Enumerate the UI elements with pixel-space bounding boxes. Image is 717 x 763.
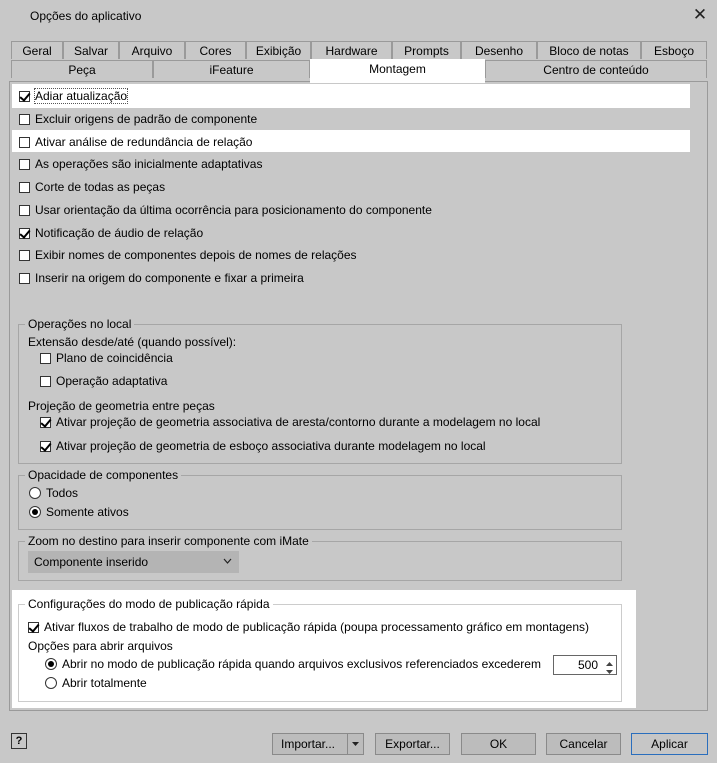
spin-down-icon[interactable] bbox=[604, 665, 615, 679]
group-title: Opacidade de componentes bbox=[25, 468, 181, 482]
option-projecao-aresta[interactable] bbox=[40, 413, 540, 431]
tab-bloco-de-notas[interactable]: Bloco de notas bbox=[537, 41, 641, 59]
help-icon[interactable]: ? bbox=[11, 733, 27, 749]
cancel-button[interactable]: Cancelar bbox=[546, 733, 621, 755]
option-label: Somente ativos bbox=[46, 505, 129, 519]
option-operacoes-adaptativas[interactable] bbox=[19, 155, 262, 173]
threshold-stepper[interactable] bbox=[553, 655, 617, 675]
option-label: Corte de todas as peças bbox=[35, 180, 166, 194]
tab-montagem[interactable]: Montagem bbox=[310, 59, 485, 83]
projection-label: Projeção de geometria entre peças bbox=[28, 399, 215, 413]
chevron-down-icon[interactable] bbox=[347, 734, 363, 754]
radio-todos[interactable] bbox=[29, 484, 78, 502]
radio-abrir-publicacao-rapida[interactable] bbox=[45, 655, 541, 673]
checkbox[interactable] bbox=[40, 441, 51, 452]
close-icon[interactable]: ✕ bbox=[692, 5, 708, 24]
checkbox[interactable] bbox=[28, 622, 39, 633]
dropdown-value: Componente inserido bbox=[34, 555, 149, 569]
ok-button[interactable]: OK bbox=[461, 733, 536, 755]
option-label: Ativar projeção de geometria associativa de aresta/contorno durante a modelagem no local bbox=[56, 415, 541, 429]
option-projecao-esboco[interactable] bbox=[40, 437, 486, 455]
tab-row-2 bbox=[11, 60, 707, 79]
export-button[interactable]: Exportar... bbox=[375, 733, 450, 755]
option-label: As operações são inicialmente adaptativas bbox=[35, 157, 263, 171]
option-exibir-nomes[interactable] bbox=[19, 246, 357, 264]
option-label: Operação adaptativa bbox=[56, 374, 168, 388]
tab-row-1 bbox=[11, 41, 707, 60]
option-label: Adiar atualização bbox=[35, 89, 128, 103]
apply-button[interactable]: Aplicar bbox=[631, 733, 708, 755]
checkbox[interactable] bbox=[40, 417, 51, 428]
chevron-down-icon bbox=[223, 555, 232, 570]
radio-somente-ativos[interactable] bbox=[29, 503, 129, 521]
option-label: Exibir nomes de componentes depois de nomes de relações bbox=[35, 248, 357, 262]
tab-exibicao[interactable]: Exibição bbox=[246, 41, 311, 59]
option-notificacao-audio[interactable] bbox=[19, 224, 203, 242]
radio[interactable] bbox=[29, 487, 41, 499]
extent-label: Extensão desde/até (quando possível): bbox=[28, 335, 237, 349]
option-label: Ativar análise de redundância de relação bbox=[35, 135, 253, 149]
import-label: Importar... bbox=[281, 737, 336, 751]
checkbox[interactable] bbox=[19, 205, 30, 216]
checkbox[interactable] bbox=[19, 273, 30, 284]
checkbox[interactable] bbox=[19, 91, 30, 102]
zoom-dropdown[interactable] bbox=[28, 551, 239, 573]
option-label: Excluir origens de padrão de componente bbox=[35, 112, 258, 126]
option-plano-coincidencia[interactable] bbox=[40, 349, 173, 367]
group-title: Operações no local bbox=[25, 317, 134, 331]
option-orientacao-ultima[interactable] bbox=[19, 201, 432, 219]
option-analise-redundancia[interactable] bbox=[19, 133, 252, 151]
checkbox[interactable] bbox=[40, 353, 51, 364]
option-excluir-origens[interactable] bbox=[19, 110, 257, 128]
option-label: Todos bbox=[46, 486, 79, 500]
radio[interactable] bbox=[45, 658, 57, 670]
checkbox[interactable] bbox=[19, 114, 30, 125]
tab-centro-de-conteudo[interactable]: Centro de conteúdo bbox=[485, 60, 707, 78]
tab-geral[interactable]: Geral bbox=[11, 41, 63, 59]
radio[interactable] bbox=[29, 506, 41, 518]
option-label: Usar orientação da última ocorrência para posicionamento do componente bbox=[35, 203, 432, 217]
open-options-label: Opções para abrir arquivos bbox=[28, 639, 173, 653]
option-label: Ativar fluxos de trabalho de modo de publicação rápida (poupa processamento gráfico em montagens) bbox=[44, 620, 589, 634]
checkbox[interactable] bbox=[19, 250, 30, 261]
checkbox[interactable] bbox=[19, 182, 30, 193]
tab-esboco[interactable]: Esboço bbox=[641, 41, 707, 59]
option-adiar-atualizacao[interactable] bbox=[19, 87, 127, 105]
tab-arquivo[interactable]: Arquivo bbox=[119, 41, 185, 59]
option-operacao-adaptativa[interactable] bbox=[40, 372, 167, 390]
radio-abrir-totalmente[interactable] bbox=[45, 674, 147, 692]
checkbox[interactable] bbox=[19, 228, 30, 239]
option-label: Notificação de áudio de relação bbox=[35, 226, 204, 240]
tab-salvar[interactable]: Salvar bbox=[63, 41, 119, 59]
option-label: Inserir na origem do componente e fixar a primeira bbox=[35, 271, 304, 285]
option-ativar-publicacao-rapida[interactable] bbox=[28, 618, 589, 636]
checkbox[interactable] bbox=[40, 376, 51, 387]
option-corte-pecas[interactable] bbox=[19, 178, 165, 196]
tab-cores[interactable]: Cores bbox=[185, 41, 246, 59]
checkbox[interactable] bbox=[19, 137, 30, 148]
tab-desenho[interactable]: Desenho bbox=[461, 41, 537, 59]
option-label: Abrir no modo de publicação rápida quando arquivos exclusivos referenciados excederem bbox=[62, 657, 541, 671]
group-title: Zoom no destino para inserir componente com iMate bbox=[25, 534, 312, 548]
window-title: Opções do aplicativo bbox=[30, 9, 142, 23]
import-button[interactable] bbox=[272, 733, 364, 755]
threshold-value: 500 bbox=[577, 658, 598, 672]
tab-hardware[interactable]: Hardware bbox=[311, 41, 392, 59]
option-label: Ativar projeção de geometria de esboço associativa durante modelagem no local bbox=[56, 439, 486, 453]
option-label: Plano de coincidência bbox=[56, 351, 173, 365]
option-inserir-origem[interactable] bbox=[19, 269, 304, 287]
checkbox[interactable] bbox=[19, 159, 30, 170]
tab-peca[interactable]: Peça bbox=[11, 60, 153, 78]
tab-ifeature[interactable]: iFeature bbox=[153, 60, 310, 78]
radio[interactable] bbox=[45, 677, 57, 689]
tab-prompts[interactable]: Prompts bbox=[392, 41, 461, 59]
group-title: Configurações do modo de publicação rápida bbox=[25, 597, 273, 611]
option-label: Abrir totalmente bbox=[62, 676, 147, 690]
